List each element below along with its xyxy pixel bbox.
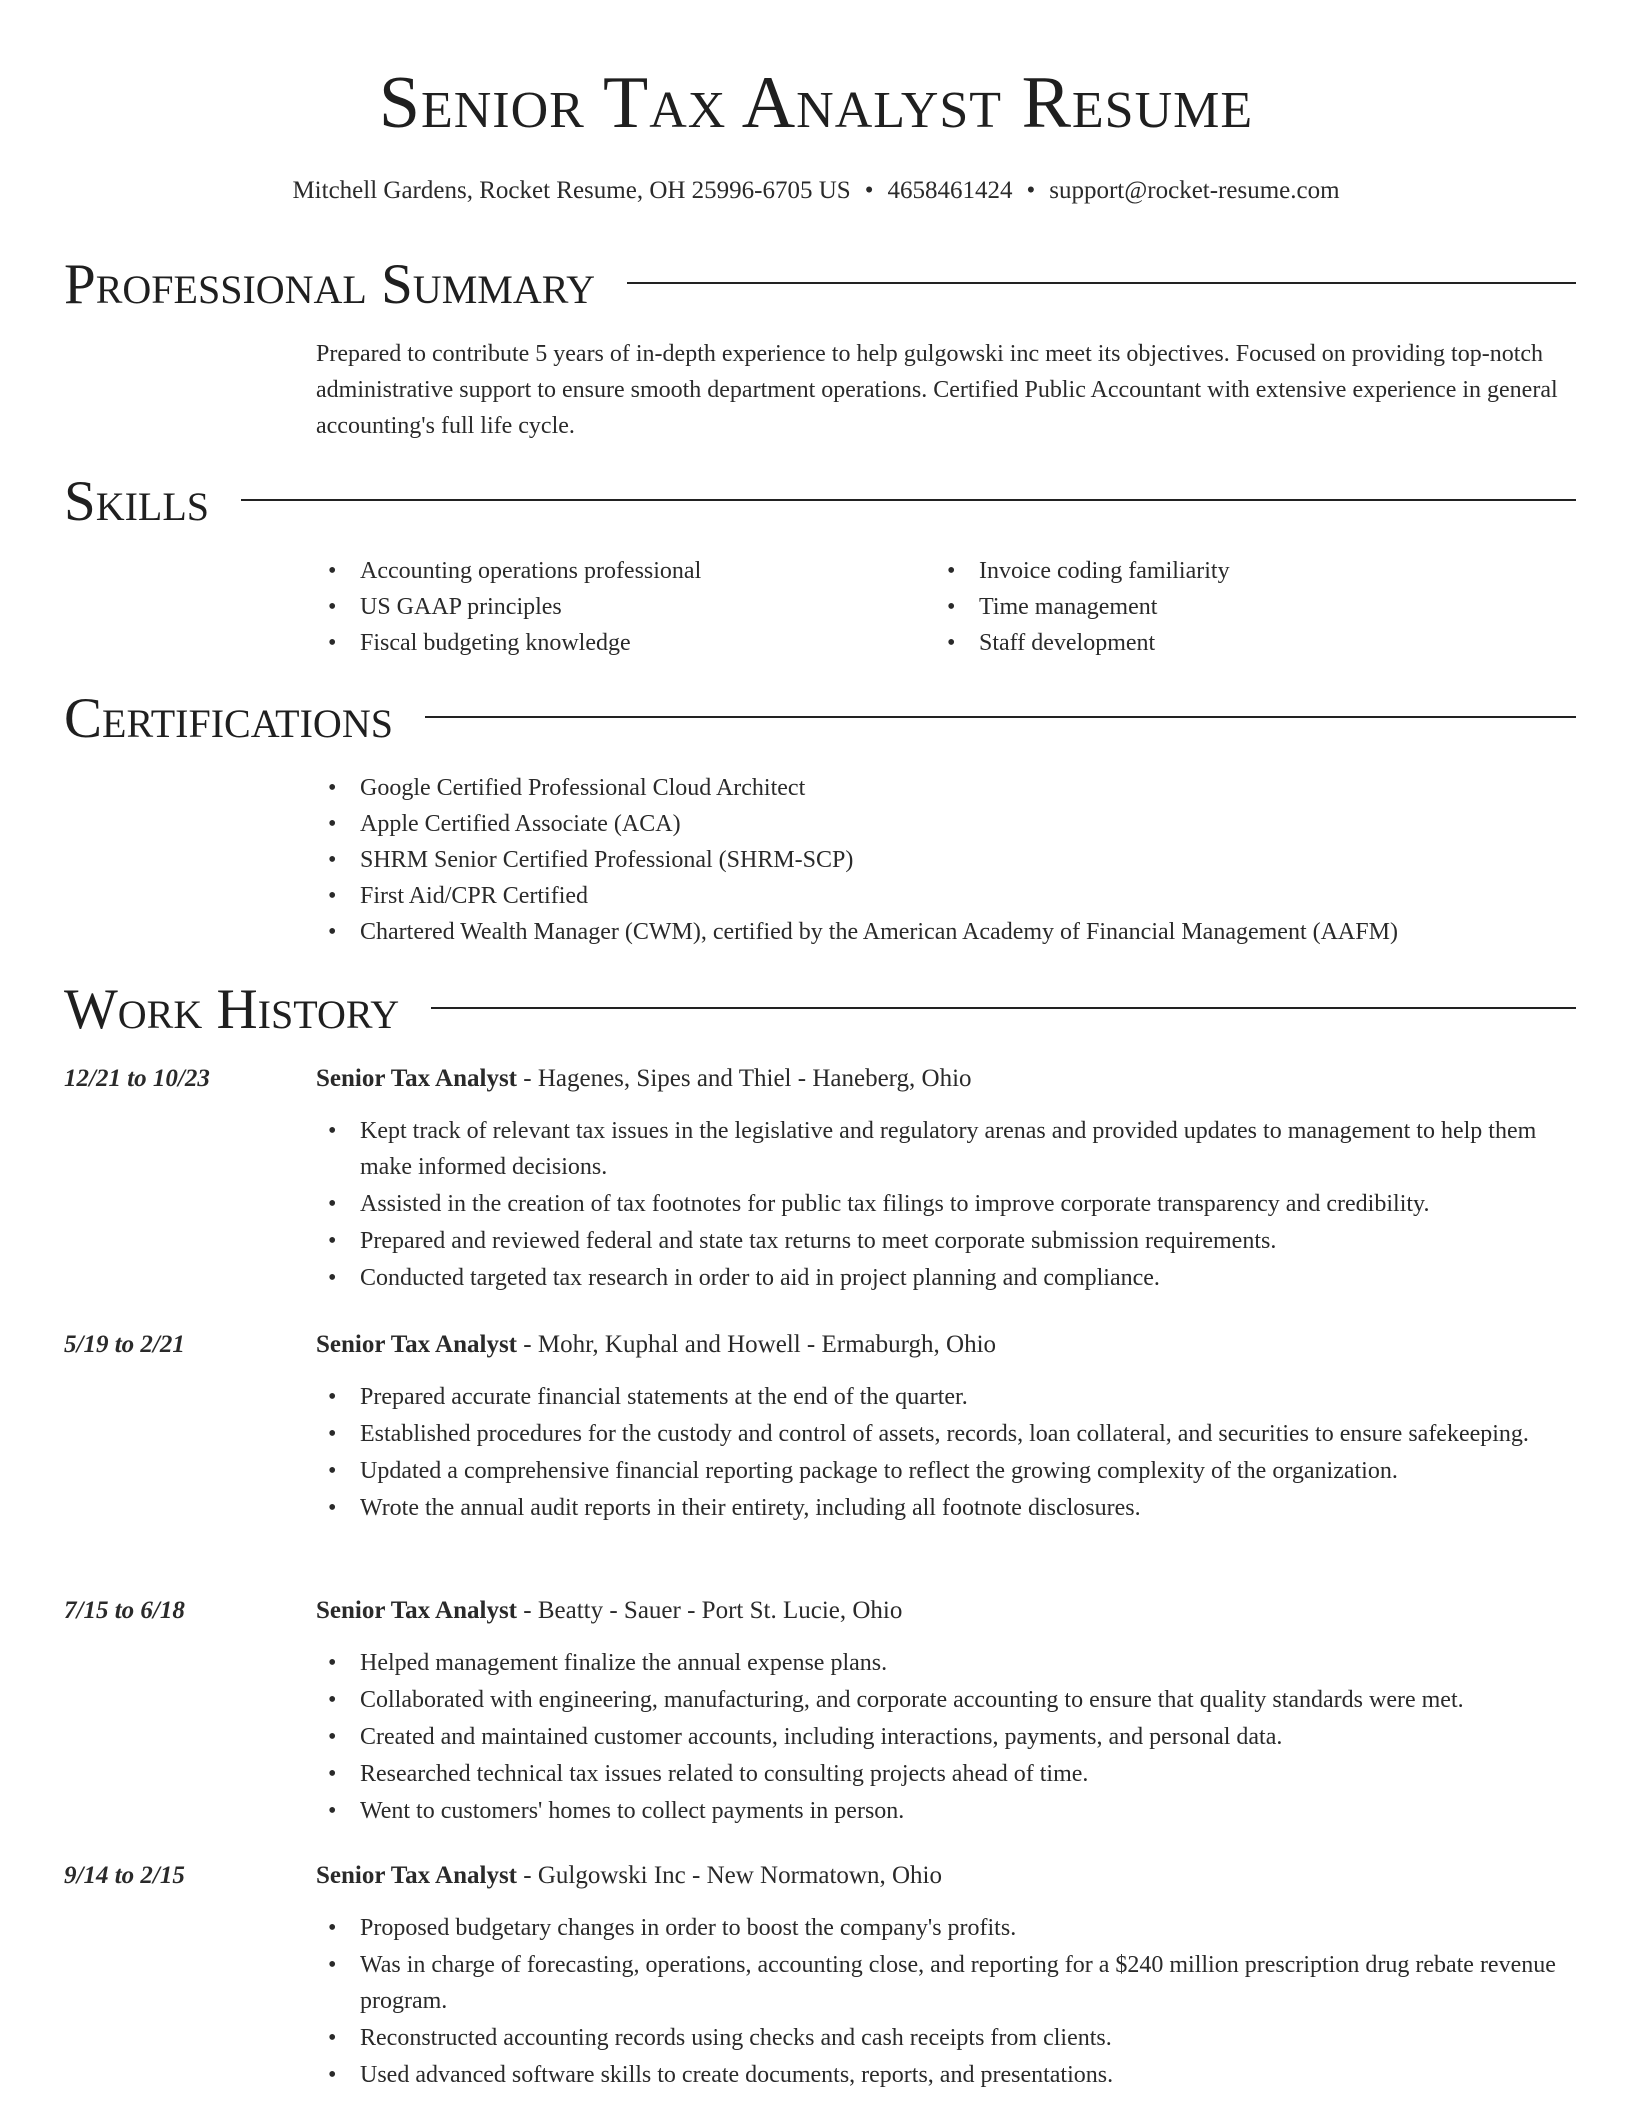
job-detail: - Gulgowski Inc - New Normatown, Ohio <box>517 1862 942 1889</box>
job-bullet: • Wrote the annual audit reports in their entirety, including all footnote disclosures. <box>316 1490 1578 1526</box>
work-heading: Work History <box>64 978 400 1041</box>
work-section-header <box>64 975 1576 1045</box>
job-header <box>316 1061 1578 1097</box>
job-detail: - Hagenes, Sipes and Thiel - Haneberg, Ohio <box>517 1065 972 1092</box>
job-header <box>316 1593 1578 1629</box>
skills-section-header <box>64 467 1576 537</box>
job-bullets <box>316 1379 1578 1527</box>
job-bullet: • Prepared and reviewed federal and state tax returns to meet corporate submission requirements. <box>316 1223 1578 1259</box>
section-divider <box>431 1007 1576 1009</box>
job-role: Senior Tax Analyst <box>316 1065 518 1092</box>
job-dates: 5/19 to 2/21 <box>64 1331 185 1358</box>
skill-item: • Time management <box>935 589 1554 625</box>
summary-section-header <box>64 250 1576 320</box>
job-bullet: • Helped management finalize the annual expense plans. <box>316 1645 1578 1681</box>
skill-item: • Staff development <box>935 625 1554 661</box>
contact-phone[interactable]: 4658461424 <box>887 177 1013 204</box>
job-dates: 9/14 to 2/15 <box>64 1862 185 1889</box>
job-bullet: • Reconstructed accounting records using checks and cash receipts from clients. <box>316 2020 1578 2056</box>
certification-item: • Google Certified Professional Cloud Architect <box>316 770 1578 806</box>
certifications-list <box>316 770 1578 950</box>
job-detail: - Mohr, Kuphal and Howell - Ermaburgh, Ohio <box>517 1331 997 1358</box>
job-bullets <box>316 1645 1578 1830</box>
job-bullet: • Prepared accurate financial statements at the end of the quarter. <box>316 1379 1578 1415</box>
job-bullet: • Created and maintained customer accounts, including interactions, payments, and personal data. <box>316 1719 1578 1755</box>
job-bullet: • Conducted targeted tax research in order to aid in project planning and compliance. <box>316 1260 1578 1296</box>
contact-separator: • <box>864 177 874 204</box>
skills-column-right <box>935 553 1554 661</box>
job-detail: - Beatty - Sauer - Port St. Lucie, Ohio <box>517 1597 903 1624</box>
job-bullet: • Proposed budgetary changes in order to boost the company's profits. <box>316 1910 1578 1946</box>
job-role: Senior Tax Analyst <box>316 1862 518 1889</box>
job-role: Senior Tax Analyst <box>316 1597 518 1624</box>
contact-email[interactable]: support@rocket-resume.com <box>1049 177 1340 204</box>
summary-text: Prepared to contribute 5 years of in-depth experience to help gulgowski inc meet its objectives. Focused on providing top-notch administrative support to ensure smooth department operations. Certified Public Accountant with extensive experience in general accounting's full life cycle. <box>316 341 1558 439</box>
job-bullets <box>316 1910 1578 2094</box>
job-bullet: • Went to customers' homes to collect payments in person. <box>316 1793 1578 1829</box>
certification-item: • First Aid/CPR Certified <box>316 878 1578 914</box>
skill-item: • US GAAP principles <box>316 589 935 625</box>
skills-column-left <box>316 553 935 661</box>
job-bullet: • Collaborated with engineering, manufacturing, and corporate accounting to ensure that quality standards were met. <box>316 1682 1578 1718</box>
job-bullet: • Updated a comprehensive financial reporting package to reflect the growing complexity of the organization. <box>316 1453 1578 1489</box>
summary-heading: Professional Summary <box>64 253 596 316</box>
certifications-heading: Certifications <box>64 687 393 750</box>
contact-address: Mitchell Gardens, Rocket Resume, OH 25996-6705 US <box>292 177 851 204</box>
job-role: Senior Tax Analyst <box>316 1331 518 1358</box>
job-bullet: • Kept track of relevant tax issues in the legislative and regulatory arenas and provided updates to management to help them make informed decisions. <box>316 1113 1578 1185</box>
job-bullet: • Established procedures for the custody and control of assets, records, loan collateral, and securities to ensure safekeeping. <box>316 1416 1578 1452</box>
section-divider <box>627 282 1576 284</box>
section-divider <box>241 499 1576 501</box>
certification-item: • Chartered Wealth Manager (CWM), certified by the American Academy of Financial Management (AAFM) <box>316 914 1578 950</box>
certification-item: • SHRM Senior Certified Professional (SHRM-SCP) <box>316 842 1578 878</box>
resume-title: Senior Tax Analyst Resume <box>378 62 1254 144</box>
contact-separator: • <box>1026 177 1036 204</box>
job-bullet: • Researched technical tax issues related to consulting projects ahead of time. <box>316 1756 1578 1792</box>
section-divider <box>425 716 1576 718</box>
job-dates: 12/21 to 10/23 <box>64 1065 210 1092</box>
job-header <box>316 1858 1578 1894</box>
job-bullets <box>316 1113 1578 1297</box>
job-header <box>316 1327 1578 1363</box>
certification-item: • Apple Certified Associate (ACA) <box>316 806 1578 842</box>
contact-line <box>0 174 1632 208</box>
job-bullet: • Used advanced software skills to create documents, reports, and presentations. <box>316 2057 1578 2093</box>
skill-item: • Invoice coding familiarity <box>935 553 1554 589</box>
job-bullet: • Assisted in the creation of tax footnotes for public tax filings to improve corporate transparency and credibility. <box>316 1186 1578 1222</box>
job-dates: 7/15 to 6/18 <box>64 1597 185 1624</box>
job-bullet: • Was in charge of forecasting, operations, accounting close, and reporting for a $240 million prescription drug rebate revenue program. <box>316 1947 1578 2019</box>
skill-item: • Accounting operations professional <box>316 553 935 589</box>
certifications-section-header <box>64 684 1576 754</box>
skills-list <box>316 553 1578 661</box>
skills-heading: Skills <box>64 470 210 533</box>
skill-item: • Fiscal budgeting knowledge <box>316 625 935 661</box>
